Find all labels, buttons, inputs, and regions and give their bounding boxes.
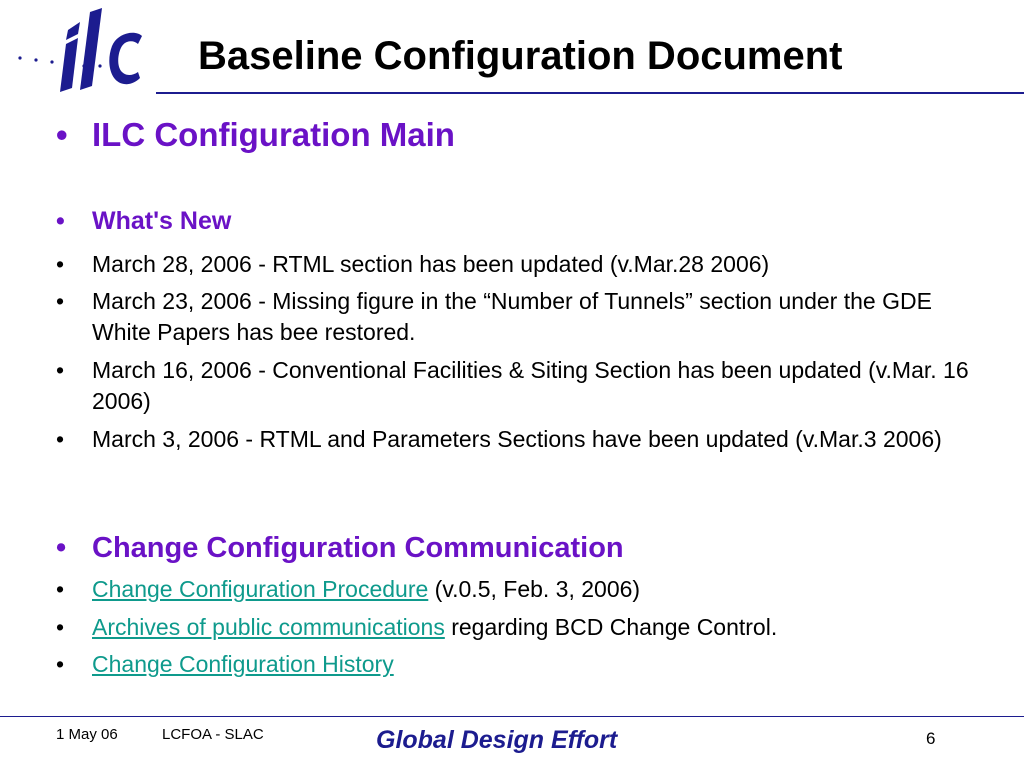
change-comm-heading: Change Configuration Communication [92,532,624,564]
ilc-logo [10,8,150,98]
bullet: • [56,357,65,383]
slide-title: Baseline Configuration Document [198,34,843,78]
link-suffix: regarding BCD Change Control. [444,614,778,640]
footer-date: 1 May 06 [56,726,118,743]
news-item-text: March 16, 2006 - Conventional Facilities & Siting Section has been updated (v.Mar. 16 2006) [92,357,969,414]
history-link[interactable]: Change Configuration History [92,651,394,677]
bullet: • [56,532,67,564]
link-suffix: (v.0.5, Feb. 3, 2006) [428,576,641,602]
change-procedure-link[interactable]: Change Configuration Procedure [92,576,429,602]
bullet: • [56,207,65,235]
footer-org: LCFOA - SLAC [162,726,264,743]
whats-new-heading: What's New [92,207,232,235]
bullet: • [56,426,65,452]
page-number: 6 [926,729,936,748]
news-item-text: March 3, 2006 - RTML and Parameters Sections have been updated (v.Mar.3 2006) [92,426,942,452]
bullet: • [56,116,68,153]
news-item-text: March 23, 2006 - Missing figure in the “Number of Tunnels” section under the GDE White Papers has bee restored. [92,288,932,345]
link-item [92,574,992,605]
bullet: • [56,614,65,640]
link-item [92,649,992,680]
bullet: • [56,251,65,277]
archives-link[interactable]: Archives of public communications [92,614,445,640]
bullet: • [56,288,65,314]
footer-divider [0,716,1024,717]
footer-title: Global Design Effort [376,726,618,754]
title-divider [156,92,1024,94]
link-item [92,612,992,643]
news-item-text: March 28, 2006 - RTML section has been updated (v.Mar.28 2006) [92,251,770,277]
main-heading: ILC Configuration Main [92,116,455,153]
bullet: • [56,651,65,677]
bullet: • [56,576,65,602]
